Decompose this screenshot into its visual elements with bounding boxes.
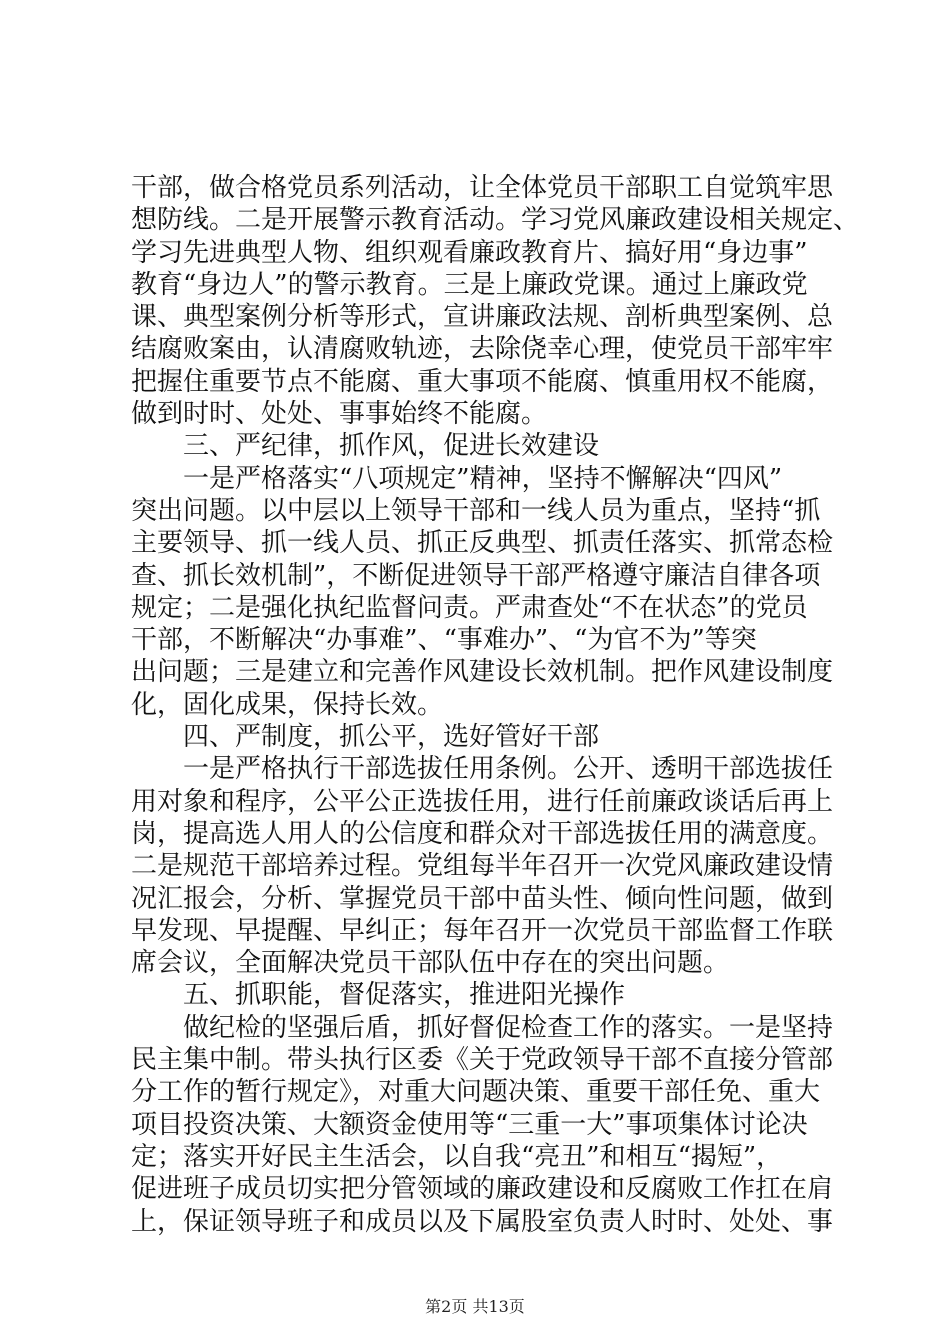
body-text — [131, 172, 860, 1238]
text-line: 做到时时、处处、事事始终不能腐。 — [131, 399, 548, 430]
text-line: 结腐败案由，认清腐败轨迹，去除侥幸心理，使党员干部牢牢 — [131, 334, 834, 365]
text-line: 项目投资决策、大额资金使用等“三重一大”事项集体讨论决 — [131, 1109, 808, 1140]
page-footer — [0, 1297, 950, 1317]
text-line: 一是严格落实“八项规定”精神，坚持不懈解决“四风” — [131, 463, 783, 494]
section-heading: 四、严制度，抓公平，选好管好干部 — [131, 722, 600, 753]
text-line: 席会议，全面解决党员干部队伍中存在的突出问题。 — [131, 948, 730, 979]
text-line: 一是严格执行干部选拔任用条例。公开、透明干部选拔任 — [131, 754, 834, 785]
section-heading: 五、抓职能，督促落实，推进阳光操作 — [131, 980, 626, 1011]
text-line: 岗，提高选人用人的公信度和群众对干部选拔任用的满意度。 — [131, 818, 834, 849]
text-line: 况汇报会，分析、掌握党员干部中苗头性、倾向性问题，做到 — [131, 883, 834, 914]
text-line: 促进班子成员切实把分管领域的廉政建设和反腐败工作扛在肩 — [131, 1174, 834, 1205]
text-line: 干部，做合格党员系列活动，让全体党员干部职工自觉筑牢思 — [131, 173, 834, 203]
text-line: 课、典型案例分析等形式，宣讲廉政法规、剖析典型案例、总 — [131, 302, 834, 333]
section-heading: 三、严纪律，抓作风，促进长效建设 — [131, 431, 600, 462]
text-line: 化，固化成果，保持长效。 — [131, 689, 444, 720]
text-line: 出问题；三是建立和完善作风建设长效机制。把作风建设制度 — [131, 657, 834, 688]
text-line: 做纪检的坚强后盾，抓好督促检查工作的落实。一是坚持 — [131, 1012, 834, 1043]
text-line: 分工作的暂行规定》，对重大问题决策、重要干部任免、重大 — [131, 1077, 821, 1108]
text-line: 想防线。二是开展警示教育活动。学习党风廉政建设相关规定、 — [131, 205, 860, 236]
text-line: 民主集中制。带头执行区委《关于党政领导干部不直接分管部 — [131, 1045, 834, 1076]
text-line: 二是规范干部培养过程。党组每半年召开一次党风廉政建设情 — [131, 851, 834, 882]
text-line: 早发现、早提醒、早纠正；每年召开一次党员干部监督工作联 — [131, 915, 834, 946]
text-line: 用对象和程序，公平公正选拔任用，进行任前廉政谈话后再上 — [131, 786, 834, 817]
text-line: 上，保证领导班子和成员以及下属股室负责人时时、处处、事 — [131, 1206, 834, 1237]
text-line: 规定；二是强化执纪监督问责。严肃查处“不在状态”的党员 — [131, 592, 808, 623]
page-number: 第2页 共13页 — [425, 1297, 525, 1316]
text-line: 干部，不断解决“办事难”、“事难办”、“为官不为”等突 — [131, 625, 757, 656]
text-line: 定；落实开好民主生活会，以自我“亮丑”和相互“揭短”， — [131, 1141, 783, 1172]
text-line: 把握住重要节点不能腐、重大事项不能腐、慎重用权不能腐， — [131, 366, 834, 397]
text-line: 教育“身边人”的警示教育。三是上廉政党课。通过上廉政党 — [131, 269, 808, 300]
text-line: 突出问题。以中层以上领导干部和一线人员为重点，坚持“抓 — [131, 495, 821, 526]
text-line: 学习先进典型人物、组织观看廉政教育片、搞好用“身边事” — [131, 237, 808, 268]
text-line: 主要领导、抓一线人员、抓正反典型、抓责任落实、抓常态检 — [131, 528, 834, 559]
text-line: 查、抓长效机制”，不断促进领导干部严格遵守廉洁自律各项 — [131, 560, 821, 591]
